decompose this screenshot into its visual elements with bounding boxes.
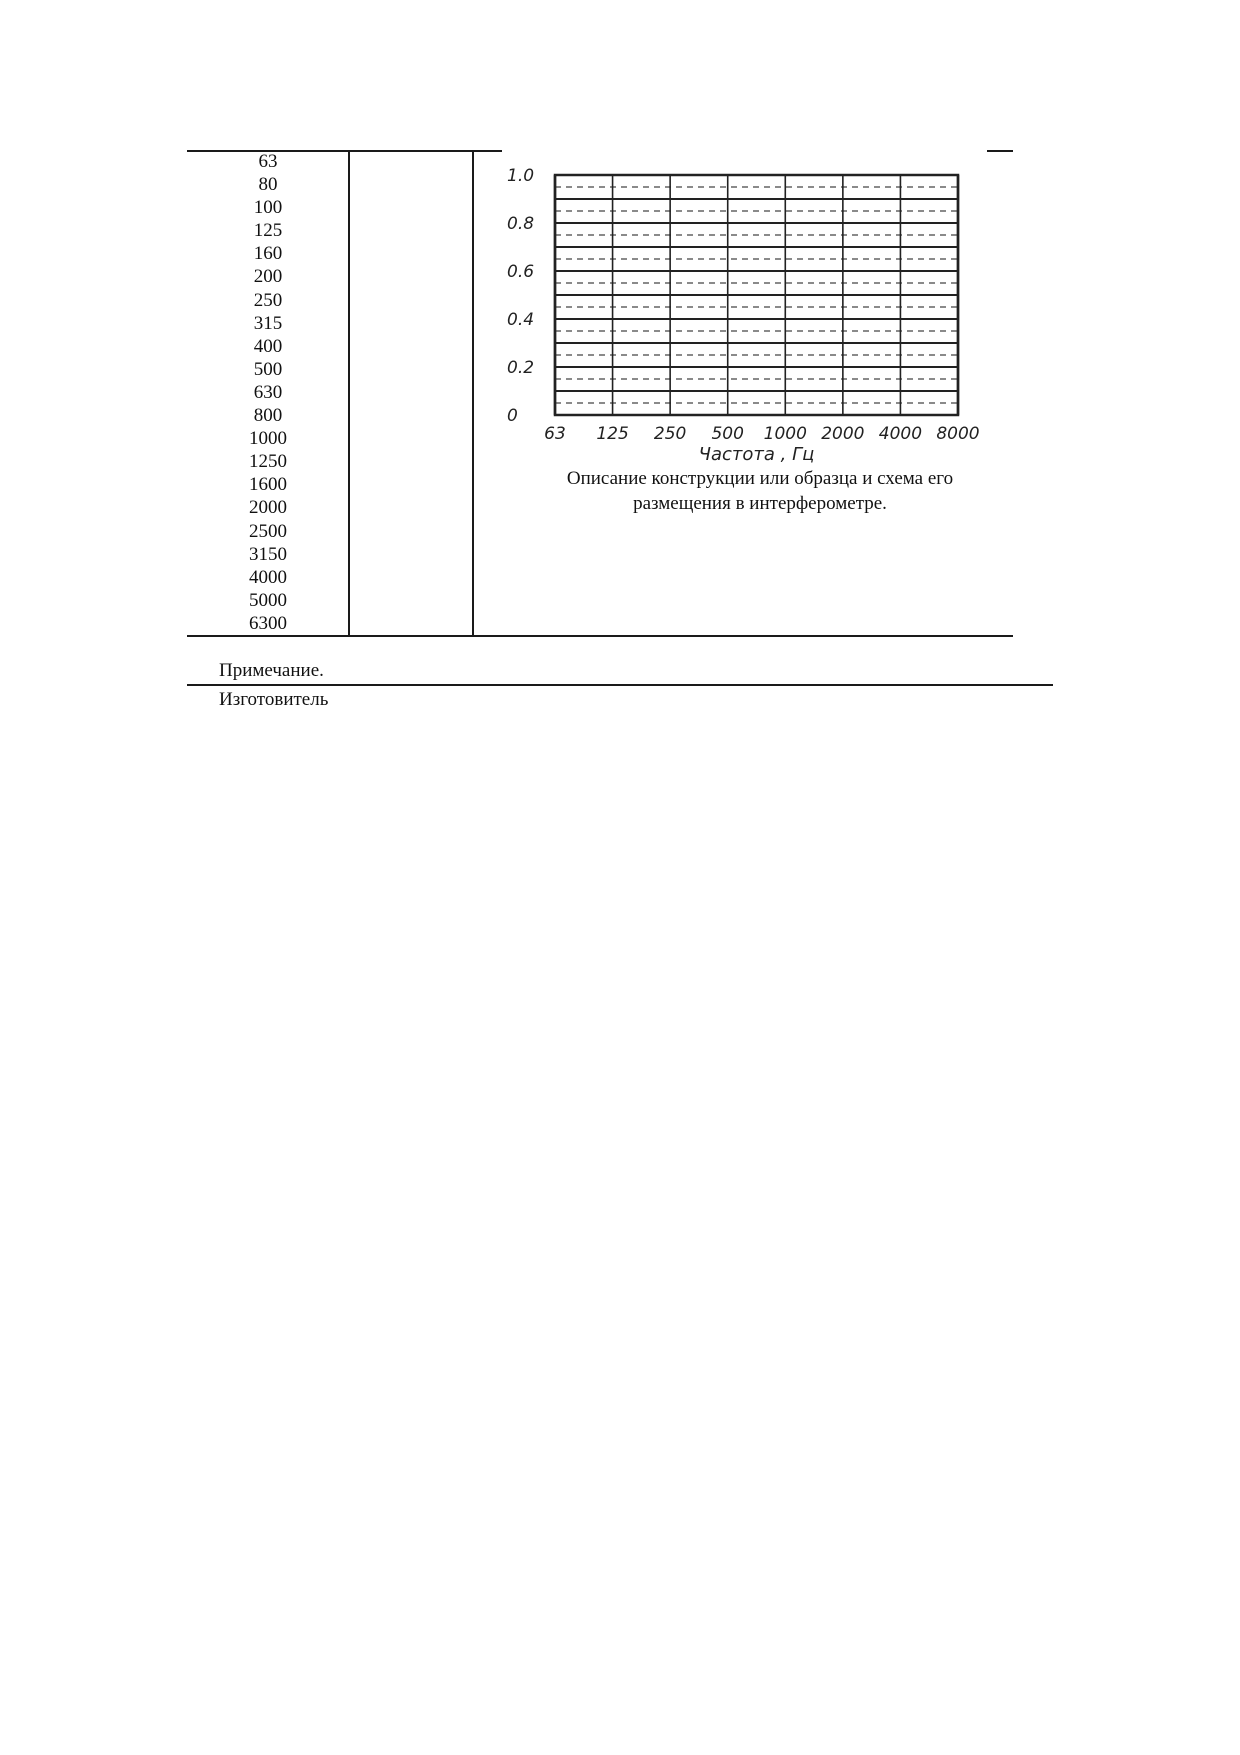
chart-caption [490,466,1030,516]
frequency-value: 400 [253,335,283,357]
frequency-value: 4000 [249,566,287,588]
caption-line-1: Описание конструкции или образца и схема его [566,468,954,489]
absorption-chart [505,155,1010,465]
y-tick-label: 0 [507,406,518,426]
table-bottom-border [187,635,1013,637]
column-divider-1 [348,150,350,636]
frequency-value: 250 [253,289,283,311]
frequency-value: 315 [253,312,283,334]
x-tick-label: 4000 [878,424,923,444]
frequency-value: 5000 [249,589,287,611]
frequency-value: 125 [253,220,283,242]
frequency-value: 160 [253,243,283,265]
note-label: Примечание. [219,660,324,681]
frequency-value: 2500 [249,520,287,542]
caption-line-2: размещения в интерферометре. [633,493,887,514]
frequency-value: 2000 [249,497,287,519]
column-divider-2 [472,150,474,636]
frequency-value: 1000 [249,428,287,450]
table-top-border-right [987,150,1013,152]
x-tick-label: 250 [653,424,687,444]
x-tick-label: 8000 [936,424,980,444]
manufacturer-label: Изготовитель [219,689,329,710]
x-tick-label: 500 [711,424,744,444]
y-tick-label: 0.4 [507,310,535,330]
frequency-value: 100 [253,197,283,219]
frequency-column [190,150,346,635]
frequency-value: 6300 [249,612,287,634]
frequency-value: 1250 [249,451,287,473]
x-tick-label: 63 [544,424,566,444]
frequency-value: 500 [253,358,283,380]
frequency-value: 630 [253,381,283,403]
frequency-value: 800 [253,405,283,427]
x-tick-label: 1000 [763,424,807,444]
frequency-value: 80 [258,174,278,196]
note-divider [187,684,1053,686]
x-tick-label: 125 [596,424,629,444]
frequency-value: 200 [253,266,283,288]
y-tick-label: 0.8 [507,214,535,234]
chart-svg [505,155,1010,465]
x-axis-label: Частота , Гц [698,444,815,465]
frequency-value: 3150 [249,543,287,565]
x-tick-label: 2000 [821,424,865,444]
frequency-value: 1600 [249,474,287,496]
frequency-value: 63 [258,151,278,172]
y-tick-label: 0.2 [507,358,535,378]
y-tick-label: 0.6 [507,262,535,282]
y-tick-label: 1.0 [507,166,535,186]
